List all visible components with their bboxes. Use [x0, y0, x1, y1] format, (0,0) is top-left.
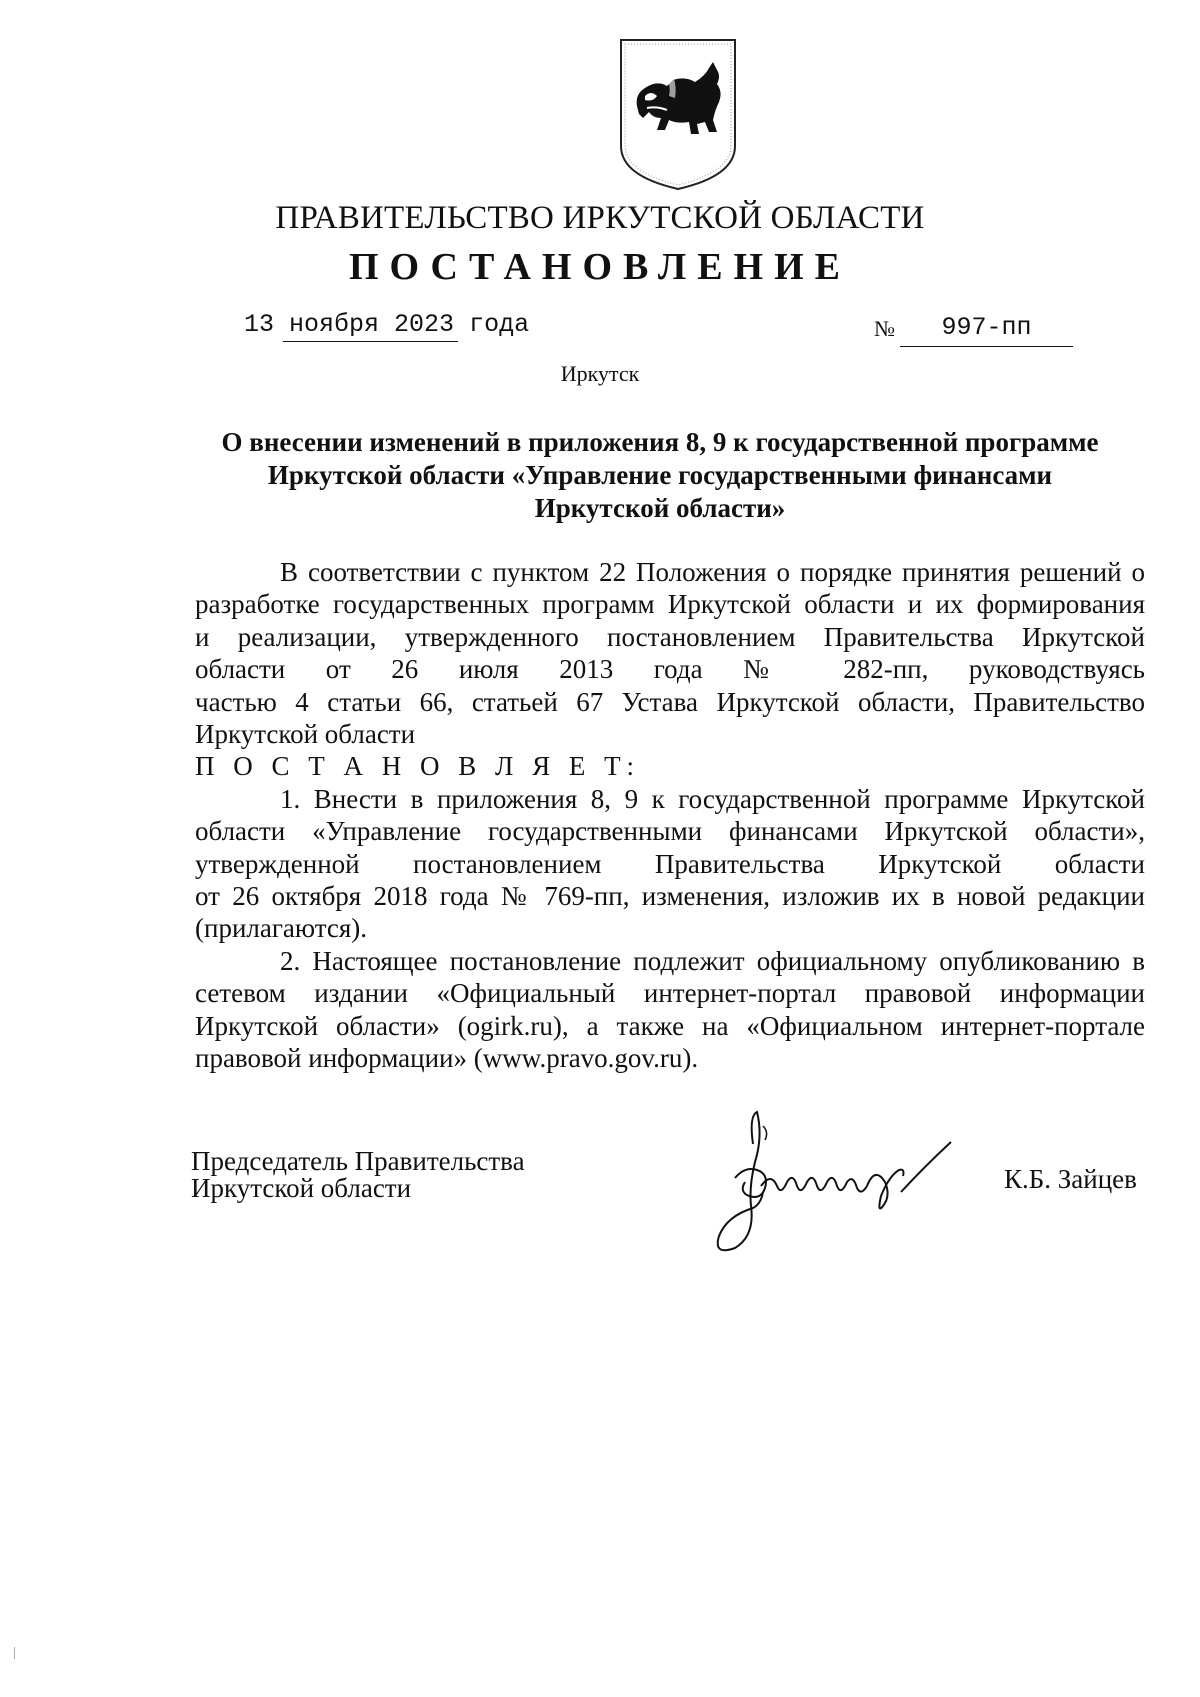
body-line: Иркутской области» (ogirk.ru), а также на «Официальном интернет-портале — [195, 1010, 1145, 1041]
city: Иркутск — [560, 361, 640, 386]
date-month-year: ноября 2023 — [289, 310, 455, 339]
body-line: Иркутской области — [195, 719, 416, 750]
body-line: утвержденной постановлением Правительства Иркутской области — [195, 848, 1145, 879]
body-line: области от 26 июля 2013 года № 282-пп, руководствуясь — [195, 654, 1145, 685]
document-title — [180, 426, 1140, 525]
title-line: Иркутской области» — [534, 493, 786, 523]
body-line: правовой информации» (www.pravo.gov.ru). — [195, 1043, 699, 1074]
body-line: от 26 октября 2018 года № 769-пп, изменения, изложив их в новой редакции — [195, 881, 1145, 912]
date-suffix: года — [469, 310, 530, 339]
body-line: частью 4 статьи 66, статьей 67 Устава Иркутской области, Правительство — [195, 686, 1145, 717]
decree-keyword: П О С Т А Н О В Л Я Е Т: — [195, 751, 641, 782]
body-line: сетевом издании «Официальный интернет-портал правовой информации — [195, 978, 1145, 1009]
body-line: (прилагаются). — [195, 913, 367, 944]
title-line: О внесении изменений в приложения 8, 9 к государственной программе — [221, 427, 1099, 457]
title-line: Иркутской области «Управление государственными финансами — [267, 460, 1053, 490]
body-line: разработке государственных программ Иркутской области и их формирования — [195, 589, 1145, 620]
signatory-name: К.Б. Зайцев — [1004, 1164, 1137, 1194]
document-date — [244, 310, 529, 339]
position-line: Председатель Правительства — [191, 1146, 525, 1176]
body-line: 1. Внести в приложения 8, 9 к государственной программе Иркутской — [280, 783, 1145, 814]
organization-name: ПРАВИТЕЛЬСТВО ИРКУТСКОЙ ОБЛАСТИ — [275, 200, 925, 236]
body-line: области «Управление государственными финансами Иркутской области», — [195, 816, 1145, 847]
scan-mark — [14, 1647, 15, 1659]
coat-of-arms-icon — [617, 36, 739, 192]
handwritten-signature-icon — [705, 1096, 985, 1266]
date-day: 13 — [244, 310, 275, 339]
document-number: 997-пп — [900, 310, 1073, 347]
document-type: ПОСТАНОВЛЕНИЕ — [348, 246, 852, 288]
signatory-position — [191, 1148, 525, 1202]
position-line: Иркутской области — [191, 1173, 412, 1203]
body-line: и реализации, утвержденного постановлением Правительства Иркутской — [195, 621, 1145, 652]
body-line: В соответствии с пунктом 22 Положения о порядке принятия решений о — [280, 557, 1145, 587]
number-label: № — [874, 316, 895, 341]
body-line: 2. Настоящее постановление подлежит официальному опубликованию в — [280, 945, 1145, 976]
document-body — [195, 556, 1145, 1075]
